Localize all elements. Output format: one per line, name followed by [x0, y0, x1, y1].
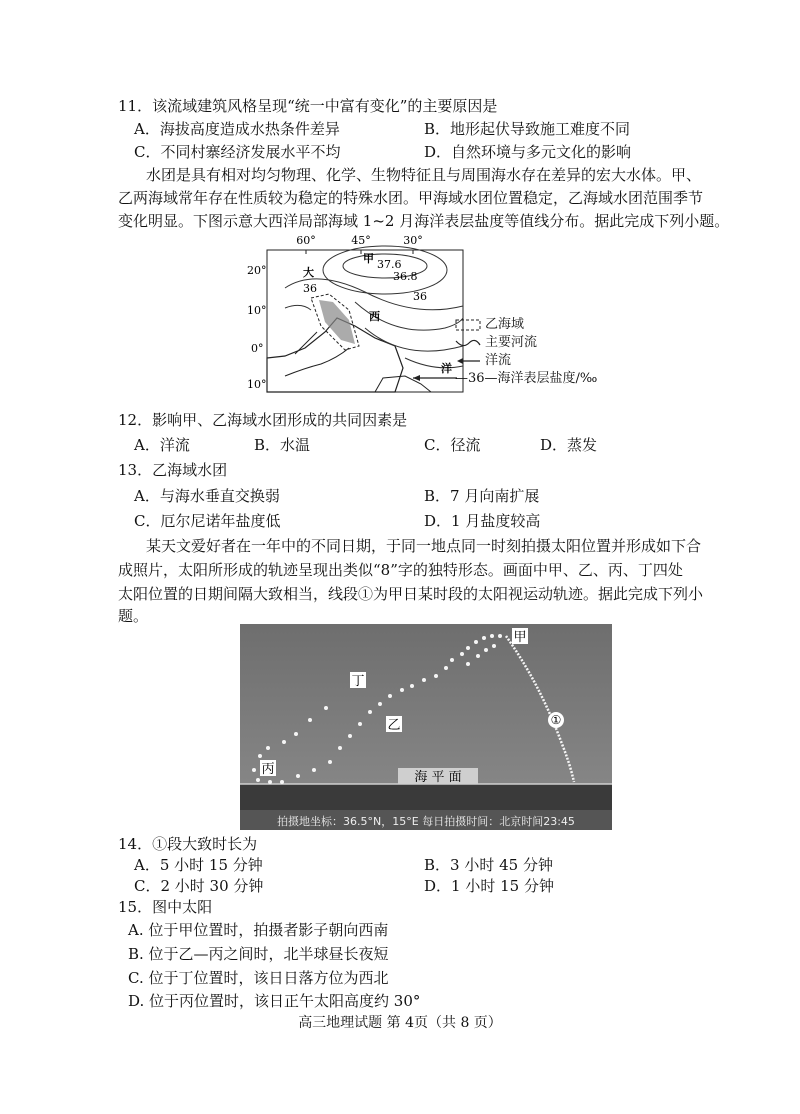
q12-option-d: D．蒸发: [540, 436, 598, 454]
passage1-line-1: 水团是具有相对均匀物理、化学、生物特征且与周围海水存在差异的宏大水体。甲、: [146, 166, 702, 184]
photo-yi-label: 乙: [387, 718, 401, 733]
q11-stem: 11．该流域建筑风格呈现“统一中富有变化”的主要原因是: [118, 97, 498, 115]
map-jia-label: 甲: [363, 252, 374, 265]
map-xi-label: 西: [369, 310, 380, 323]
map-da-label: 大: [303, 266, 314, 279]
q11-option-c: C．不同村寨经济发展水平不均: [134, 143, 341, 161]
q15-option-c: C. 位于丁位置时，该日日落方位为西北: [128, 969, 389, 987]
passage2-line-3: 太阳位置的日期间隔大致相当，线段①为甲日某时段的太阳视运动轨迹。据此完成下列小: [118, 585, 704, 603]
legend-current-label: 洋流: [485, 353, 512, 368]
arrow-left-icon: [455, 355, 481, 367]
q13-option-d: D．1 月盐度较高: [424, 512, 541, 530]
photo-segment-label: ①: [550, 713, 562, 727]
map-salinity-37-6: 37.6: [377, 258, 402, 271]
legend-row-sea: [455, 316, 597, 334]
photo-sea-level-label: 海 平 面: [414, 770, 462, 785]
q15-option-a: A. 位于甲位置时，拍摄者影子朝向西南: [128, 921, 389, 939]
q11-option-b: B．地形起伏导致施工难度不同: [424, 120, 631, 138]
q15-option-b: B. 位于乙—丙之间时，北半球昼长夜短: [128, 945, 389, 963]
q12-stem: 12．影响甲、乙海域水团形成的共同因素是: [118, 411, 408, 429]
legend-sea-label: 乙海域: [485, 317, 525, 332]
map-lat-20: 20°: [247, 264, 267, 277]
q11-option-d: D．自然环境与多元文化的影响: [424, 143, 632, 161]
map-lat-0: 0°: [251, 342, 264, 355]
map-salinity-36-8: 36.8: [393, 270, 418, 283]
map-yang-label: 洋: [441, 362, 452, 375]
photo-ding-label: 丁: [351, 674, 365, 689]
photo-caption: 拍摄地坐标：36.5°N，15°E 每日拍摄时间：北京时间23:45: [277, 815, 575, 828]
passage2-line-2: 成照片，太阳所形成的轨迹呈现出类似“8”字的独特形态。画面中甲、乙、丙、丁四处: [118, 561, 683, 579]
photo-jia-label: 甲: [513, 630, 527, 645]
dashed-box-icon: [455, 319, 481, 331]
map-legend: [455, 316, 597, 388]
legend-row-salinity: [455, 370, 597, 388]
map-lon-45: 45°: [351, 234, 371, 247]
q14-option-b: B．3 小时 45 分钟: [424, 856, 553, 874]
q14-option-c: C．2 小时 30 分钟: [134, 877, 264, 895]
q12-option-b: B．水温: [254, 436, 311, 454]
legend-row-current: [455, 352, 597, 370]
q14-option-a: A．5 小时 15 分钟: [134, 856, 263, 874]
map-lat-10: 10°: [247, 304, 267, 317]
q13-stem: 13．乙海域水团: [118, 461, 228, 479]
legend-salinity-label: —36—海洋表层盐度/‰: [455, 371, 598, 386]
q12-option-a: A．洋流: [134, 436, 190, 454]
passage2-line-1: 某天文爱好者在一年中的不同日期，于同一地点同一时刻拍摄太阳位置并形成如下合: [146, 537, 702, 555]
photo-bing-label: 丙: [261, 762, 275, 777]
legend-row-river: [455, 334, 597, 352]
map-salinity-36-a: 36: [303, 282, 317, 295]
legend-river-label: 主要河流: [485, 335, 538, 350]
map-lat-m10: 10°: [247, 378, 267, 391]
map-lon-60: 60°: [296, 234, 316, 247]
q13-option-b: B．7 月向南扩展: [424, 487, 540, 505]
map-lon-30: 30°: [403, 234, 423, 247]
passage1-line-2: 乙两海域常年存在性质较为稳定的特殊水团。甲海域水团位置稳定，乙海域水团范围季节: [118, 189, 704, 207]
river-line-icon: [455, 337, 481, 349]
q14-option-d: D．1 小时 15 分钟: [424, 877, 554, 895]
q13-option-a: A．与海水垂直交换弱: [134, 487, 280, 505]
q14-stem: 14．①段大致时长为: [118, 835, 258, 853]
q12-option-c: C．径流: [424, 436, 481, 454]
page-footer: 高三地理试题 第 4页（共 8 页）: [298, 1015, 502, 1031]
analemma-photo: [240, 624, 612, 830]
q15-option-d: D. 位于丙位置时，该日正午太阳高度约 30°: [128, 992, 421, 1010]
passage2-line-4: 题。: [118, 607, 149, 625]
passage1-line-3: 变化明显。下图示意大西洋局部海域 1~2 月海洋表层盐度等值线分布。据此完成下列小题。: [118, 212, 730, 230]
q15-stem: 15．图中太阳: [118, 898, 213, 916]
q13-option-c: C．厄尔尼诺年盐度低: [134, 512, 281, 530]
map-salinity-36-b: 36: [413, 290, 427, 303]
q11-option-a: A．海拔高度造成水热条件差异: [134, 120, 340, 138]
